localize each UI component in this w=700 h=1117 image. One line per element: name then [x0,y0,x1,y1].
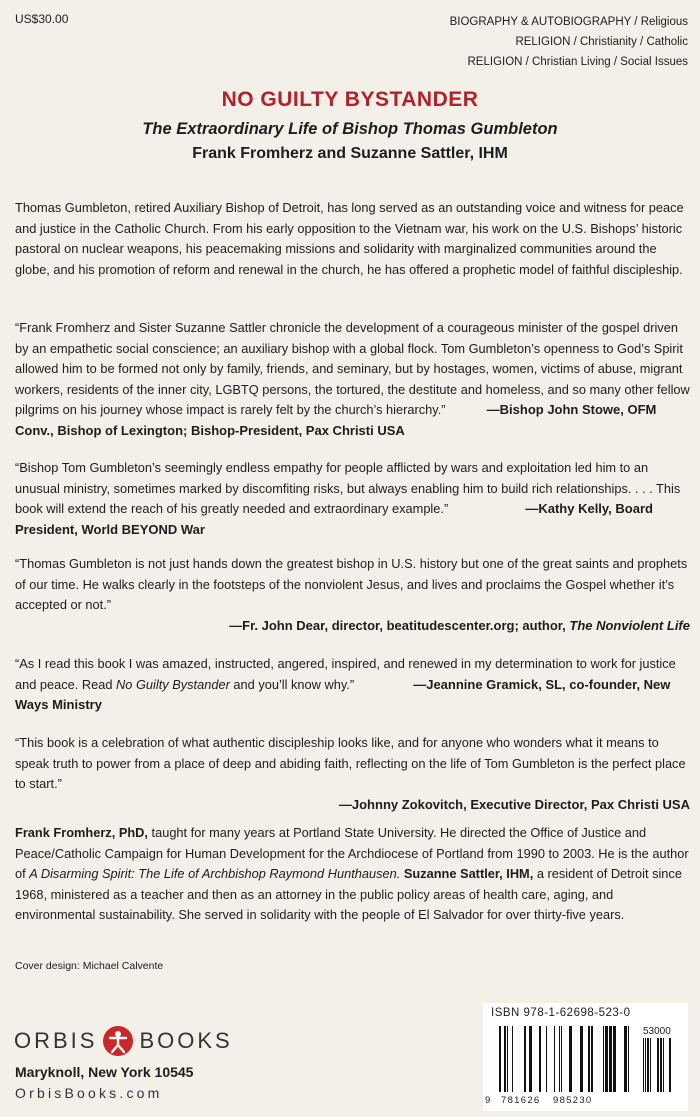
book-title-italic: The Nonviolent Life [569,617,690,633]
author-name: Frank Fromherz, PhD, [15,825,148,840]
author-name: Suzanne Sattler, IHM, [403,866,534,881]
endorsement-quote: “Frank Fromherz and Sister Suzanne Sattler chronicle the development of a courageous minister of the gospel driven by an empathetic social conscience; an auxiliary bishop with a global flock. Tom Gumbleton’s openness to God’s Spirit allowed him to be formed not only by family, friends, and seminary, but by hostages, women, victims of abuse, migrant workers, residents of the inner city, LGBTQ persons, the tortured, the destitute and homeless, and so many other fellow pilgrims on his journey whose impact is rarely felt by the church’s hierarchy.” [15,320,690,417]
author-bio: Frank Fromherz, PhD, taught for many years at Portland State University. He directed the Office of Justice and Peace/Catholic Campaign for Human Development for the Archdiocese of Portland from 1990 to 2003. He is the author of A Disarming Spirit: The Life of Archbishop Raymond Hunthausen. Suzanne Sattler, IHM, a resident of Detroit since 1968, ministered as a teacher and then as an attorney in the public policy areas of health care, aging, and environmental sustainability. She served in solidarity with the people of El Salvador for over thirty-five years. [15,825,689,922]
endorsement-quote: “Thomas Gumbleton is not just hands down the greatest bishop in U.S. history but one of the great saints and prophets of our time. He walks clearly in the footsteps of the nonviolent Jesus, and lives and proclaims the Gospel whether it’s accepted or not.” [15,556,688,612]
endorsement-attribution: —Kathy Kelly, Board President, World BEYOND War [15,501,653,537]
endorsement-quote: “Bishop Tom Gumbleton’s seemingly endless empathy for people afflicted by wars and exploitation led him to an unusual ministry, sometimes marked by discomfiting risks, but always enabling him to build rich relationships. . . . This book will extend the reach of his greatly needed and extraordinary example.” [15,460,681,516]
book-title-italic: A Disarming Spirit: The Life of Archbishop Raymond Hunthausen. [29,866,401,881]
endorsement-quote: “This book is a celebration of what authentic discipleship looks like, and for anyone who wonders what it means to speak truth to power from a place of deep and abiding faith, reflecting on the life of Tom Gumbleton is the perfect place to start.” [15,735,686,791]
endorsement-attribution: —Bishop John Stowe, OFM Conv., Bishop of Lexington; Bishop-President, Pax Christi USA [15,402,657,438]
endorsement-attribution: —Jeannine Gramick, SL, co-founder, New Ways Ministry [15,676,671,712]
barcode-digit-first: 9 [485,1095,492,1106]
publisher-name-left: ORBIS [14,1028,98,1053]
barcode-digits-left: 781626 [501,1095,541,1106]
figure-logo-icon [103,1026,133,1056]
category-item: BIOGRAPHY & AUTOBIOGRAPHY / Religious [449,16,688,28]
barcode-panel [483,1003,688,1111]
endorsement-attribution: —Johnny Zokovitch, Executive Director, Pax Christi USA [338,796,690,812]
isbn-label: ISBN 978-1-62698-523-0 [491,1007,631,1019]
book-title-italic: No Guilty Bystander [116,676,230,692]
category-item: RELIGION / Christian Living / Social Issues [467,56,688,68]
category-list [450,12,688,72]
book-subtitle: The Extraordinary Life of Bishop Thomas Gumbleton [142,120,558,138]
cover-design-credit: Cover design: Michael Calvente [15,960,164,972]
publisher-name-right: BOOKS [139,1028,233,1053]
publisher-logo [14,1026,233,1056]
barcode-digits-right: 985230 [553,1095,593,1106]
endorsement-3 [15,554,690,636]
endorsement-4: “As I read this book I was amazed, instructed, angered, inspired, and renewed in my determination to work for justice and peace. Read No Guilty Bystander and you’ll know why.” —Jeannine Gramick, SL, co-founder, New Ways Ministry [15,656,676,712]
price-code-label: 53000 [643,1026,671,1037]
book-authors: Frank Fromherz and Suzanne Sattler, IHM [192,145,508,162]
description-paragraph: Thomas Gumbleton, retired Auxiliary Bishop of Detroit, has long served as an outstanding voice and witness for peace and justice in the Catholic Church. From his early opposition to the Vietnam war, his work on the U.S. Bishops’ historic pastoral on nuclear weapons, his peacemaking missions and solidarity with marginalized communities around the globe, and his promotion of reform and renewal in the church, he has offered a prophetic model of faithful discipleship. [15,200,684,277]
endorsement-2 [15,458,690,540]
endorsement-5 [15,733,690,815]
publisher-address: Maryknoll, New York 10545 [15,1064,194,1080]
endorsement-attribution: —Fr. John Dear, director, beatitudescenter.org; author, The Nonviolent Life [229,617,690,633]
endorsement-1 [15,318,690,441]
category-item: RELIGION / Christianity / Catholic [515,36,688,48]
publisher-url: OrbisBooks.com [15,1085,163,1101]
book-title: NO GUILTY BYSTANDER [221,88,479,111]
price-label: US$30.00 [15,12,69,26]
